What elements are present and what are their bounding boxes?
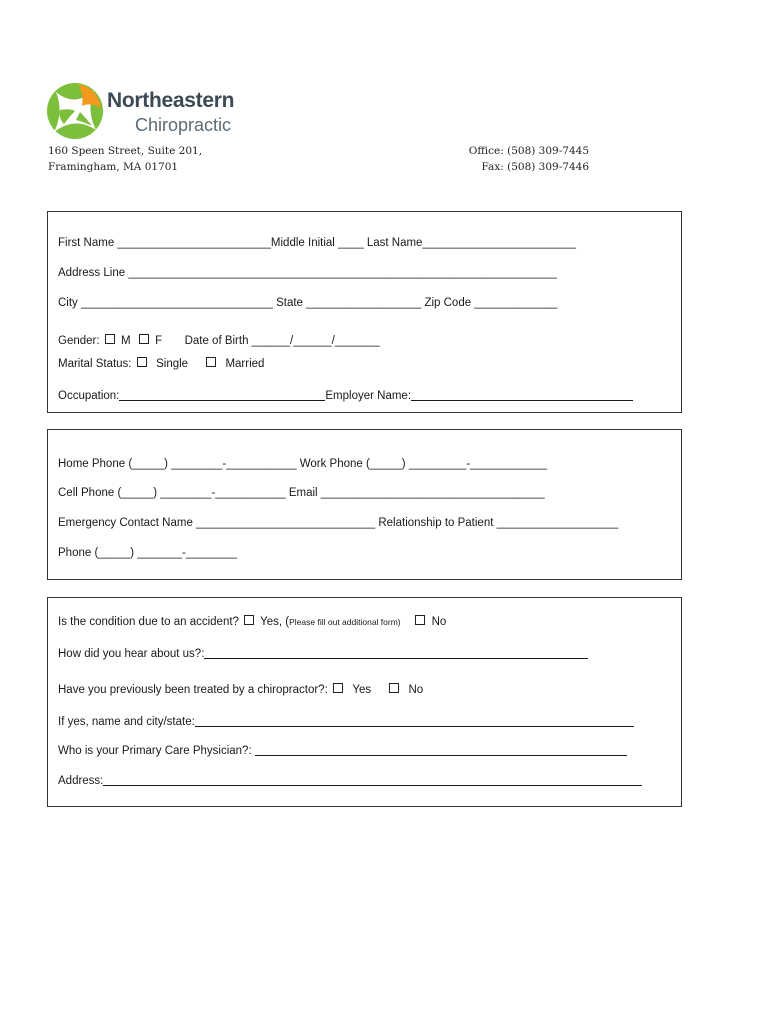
occupation-row bbox=[58, 389, 633, 402]
personal-row-3 bbox=[58, 297, 557, 309]
logo-icon bbox=[46, 80, 104, 142]
pcp-input[interactable] bbox=[255, 744, 627, 756]
cell-email-row bbox=[58, 487, 545, 499]
address-line-2: Framingham, MA 01701 bbox=[48, 161, 179, 173]
work-phone-field[interactable]: Work Phone (_____) _________-____________ bbox=[299, 458, 547, 470]
emergency-row bbox=[58, 517, 618, 529]
marital-row bbox=[58, 357, 264, 370]
accident-row bbox=[58, 615, 446, 628]
pcp-address-label: Address: bbox=[58, 775, 104, 787]
referral-input[interactable] bbox=[204, 647, 588, 659]
single-checkbox[interactable] bbox=[137, 357, 147, 367]
accident-no-label: No bbox=[431, 616, 447, 628]
treated-no-label: No bbox=[408, 684, 424, 696]
gender-f-checkbox[interactable] bbox=[139, 334, 149, 344]
referral-row bbox=[58, 647, 588, 660]
zip-field[interactable]: Zip Code _____________ bbox=[424, 297, 558, 309]
pcp-address-input[interactable] bbox=[103, 774, 642, 786]
personal-row-1 bbox=[58, 237, 576, 249]
treated-no-checkbox[interactable] bbox=[389, 683, 399, 693]
treated-question: Have you previously been treated by a chiropractor?: bbox=[58, 684, 328, 696]
relationship-field[interactable]: Relationship to Patient ___________________ bbox=[378, 517, 619, 529]
accident-no-checkbox[interactable] bbox=[415, 615, 425, 625]
clinic-phones bbox=[469, 143, 589, 175]
first-name-field[interactable]: First Name ________________________ bbox=[58, 237, 271, 249]
pcp-row bbox=[58, 744, 627, 757]
brand-name: Northeastern bbox=[107, 89, 235, 112]
emergency-contact-field[interactable]: Emergency Contact Name ____________________________ bbox=[58, 517, 376, 529]
pcp-address-row bbox=[58, 774, 642, 787]
referral-label: How did you hear about us?: bbox=[58, 648, 205, 660]
treated-yes-label: Yes bbox=[352, 684, 372, 696]
married-label: Married bbox=[225, 358, 265, 370]
gender-m-label: M bbox=[120, 335, 131, 347]
clinic-address bbox=[48, 143, 202, 175]
gender-dob-row bbox=[58, 334, 380, 347]
treated-yes-checkbox[interactable] bbox=[333, 683, 343, 693]
middle-initial-field[interactable]: Middle Initial ____ bbox=[270, 237, 364, 249]
occupation-input[interactable] bbox=[119, 389, 325, 401]
state-field[interactable]: State __________________ bbox=[276, 297, 422, 309]
employer-input[interactable] bbox=[411, 389, 633, 401]
single-label: Single bbox=[156, 358, 189, 370]
treated-row bbox=[58, 683, 423, 696]
prior-chiro-label: If yes, name and city/state: bbox=[58, 716, 195, 728]
office-phone: Office: (508) 309-7445 bbox=[468, 145, 589, 157]
prior-chiro-row bbox=[58, 715, 634, 728]
accident-yes-label: Yes, ( bbox=[260, 616, 290, 628]
employer-label: Employer Name: bbox=[325, 390, 412, 402]
address-line-1: 160 Speen Street, Suite 201, bbox=[48, 145, 203, 157]
fax-number: Fax: (508) 309-7446 bbox=[481, 161, 589, 173]
last-name-field[interactable]: Last Name________________________ bbox=[366, 237, 576, 249]
accident-question: Is the condition due to an accident? bbox=[58, 616, 239, 628]
prior-chiro-input[interactable] bbox=[195, 715, 634, 727]
accident-yes-checkbox[interactable] bbox=[244, 615, 254, 625]
dob-field[interactable]: Date of Birth ______/______/_______ bbox=[184, 335, 380, 347]
phone-row bbox=[58, 458, 547, 470]
email-field[interactable]: Email ___________________________________ bbox=[288, 487, 545, 499]
cell-phone-field[interactable]: Cell Phone (_____) ________-___________ bbox=[58, 487, 286, 499]
marital-label: Marital Status: bbox=[58, 358, 132, 370]
married-checkbox[interactable] bbox=[206, 357, 216, 367]
gender-f-label: F bbox=[155, 335, 163, 347]
home-phone-field[interactable]: Home Phone (_____) ________-___________ bbox=[58, 458, 297, 470]
pcp-label: Who is your Primary Care Physician?: bbox=[58, 745, 252, 757]
address-line-field[interactable]: Address Line ___________________________________________________________________ bbox=[58, 267, 557, 279]
occupation-label: Occupation: bbox=[58, 390, 120, 402]
gender-label: Gender: bbox=[58, 335, 100, 347]
emergency-phone-field[interactable]: Phone (_____) _______-________ bbox=[58, 547, 238, 559]
gender-m-checkbox[interactable] bbox=[105, 334, 115, 344]
city-field[interactable]: City ______________________________ bbox=[58, 297, 273, 309]
additional-form-note: Please fill out additional form) bbox=[289, 617, 401, 627]
brand-subtitle: Chiropractic bbox=[135, 115, 232, 135]
